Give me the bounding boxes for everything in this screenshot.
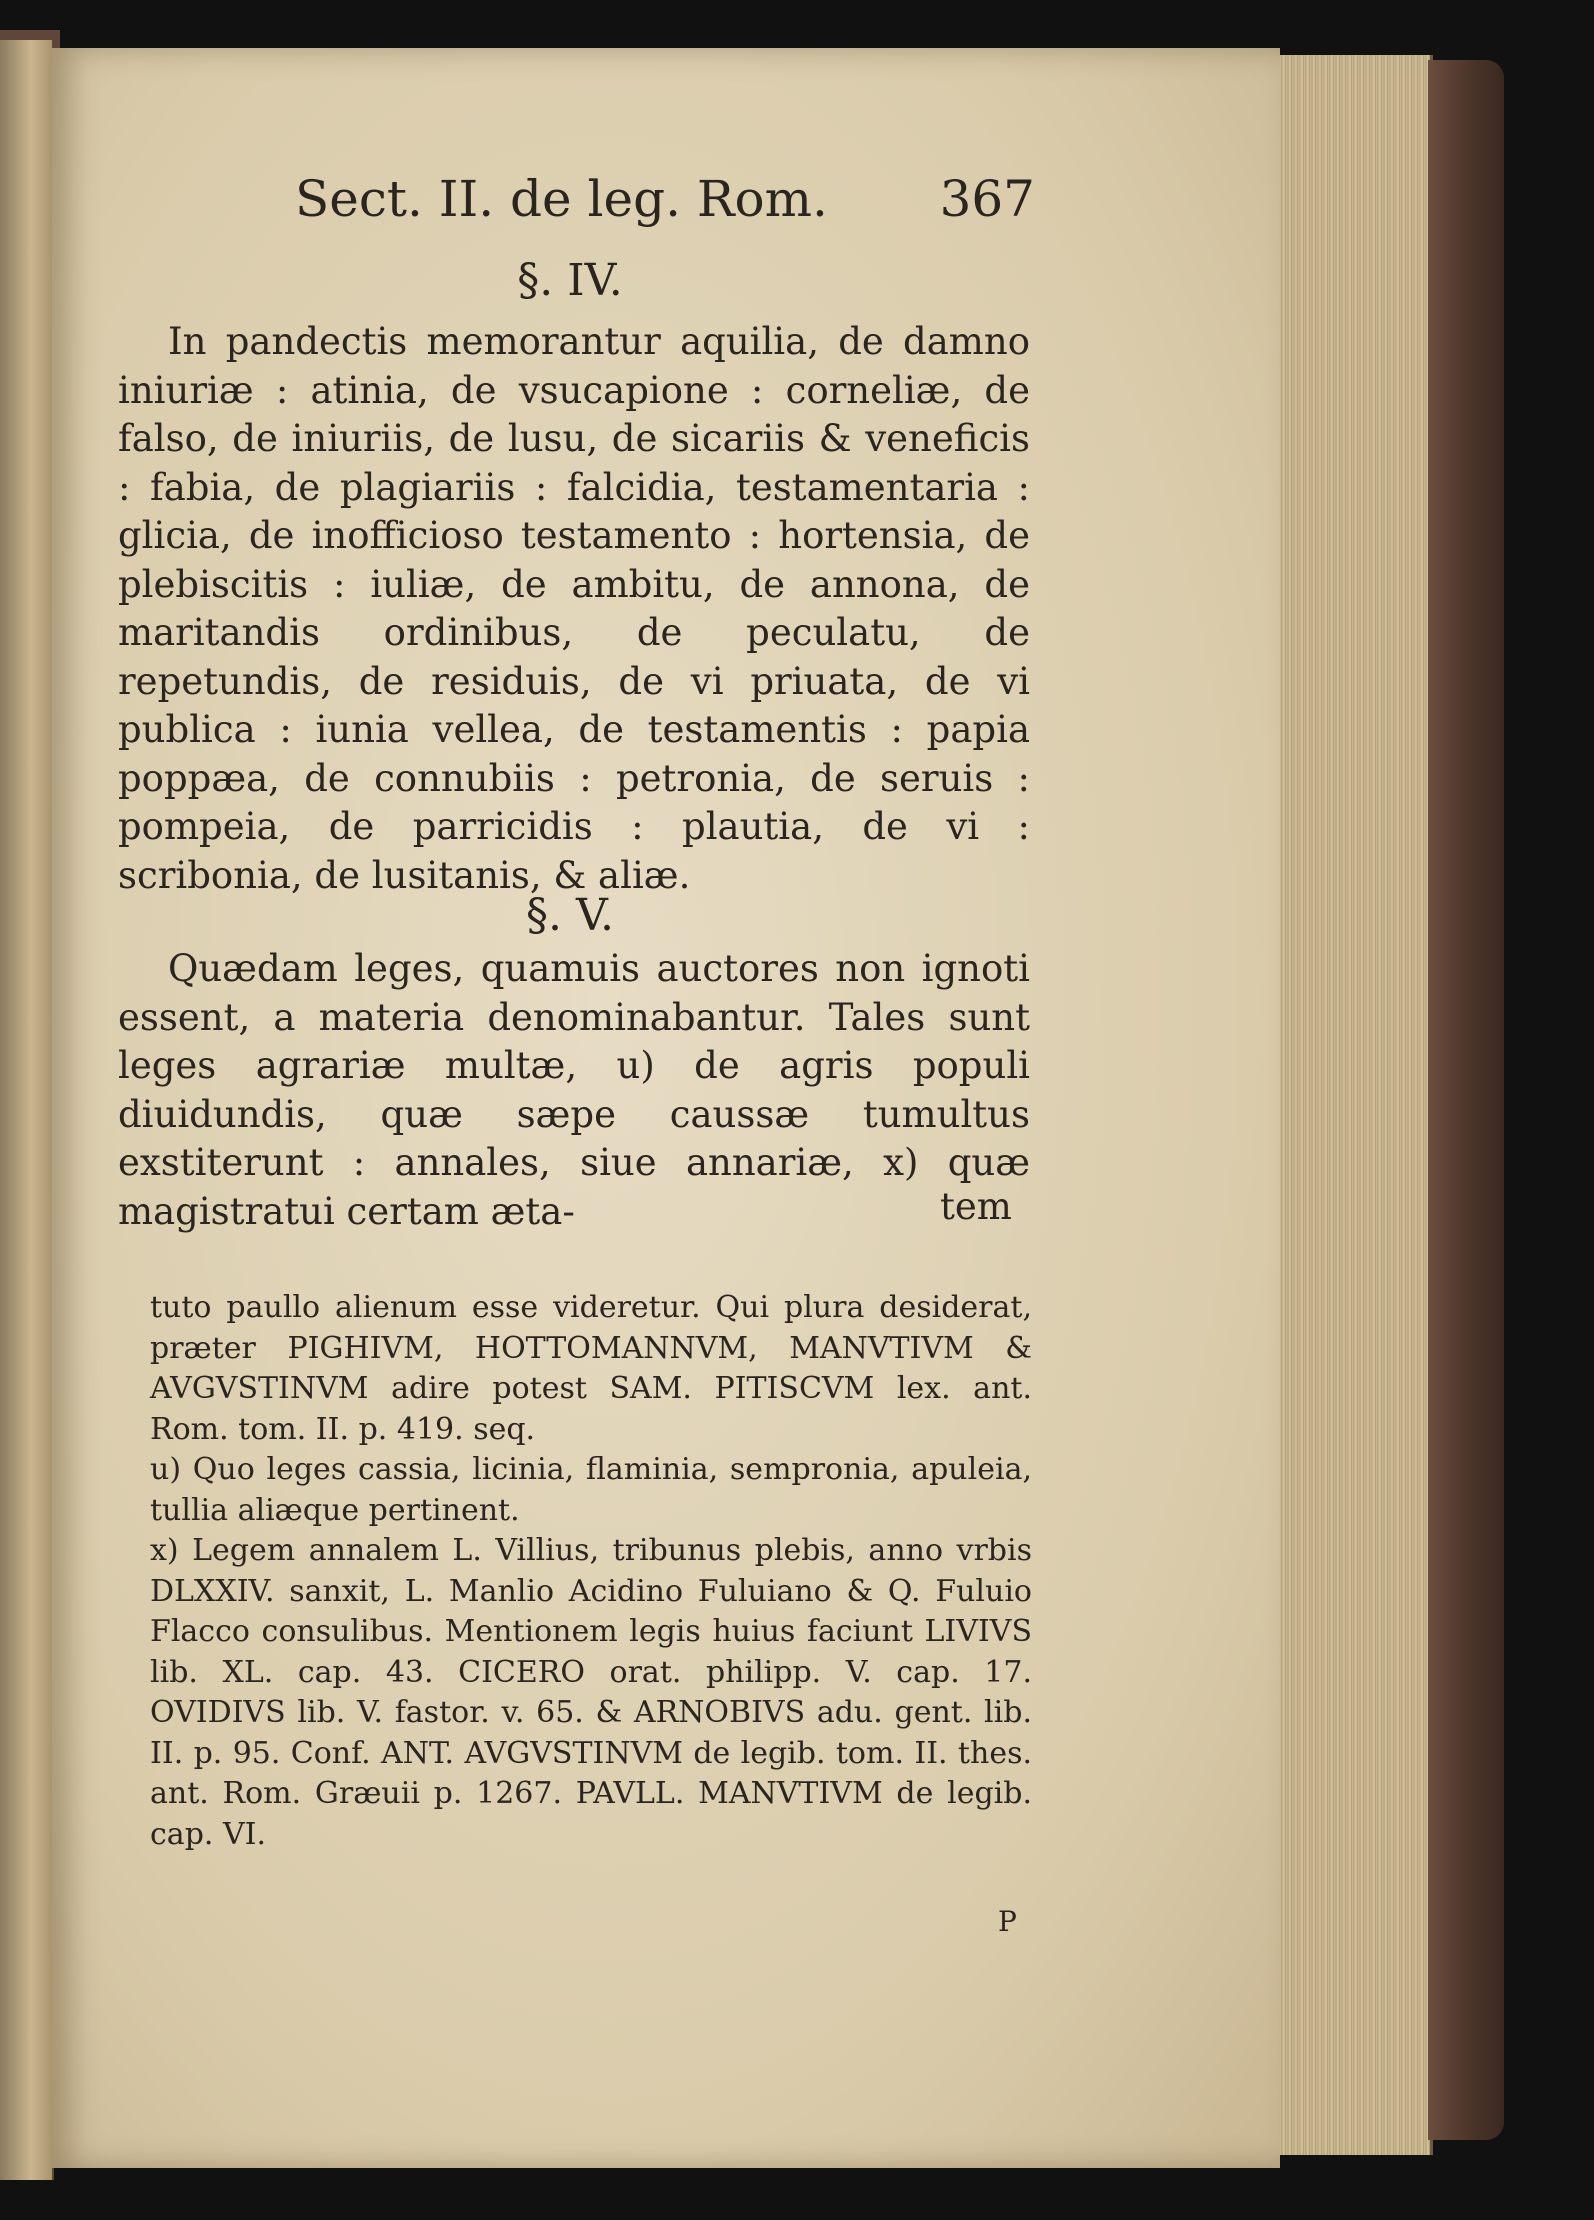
section-body-v	[118, 945, 1030, 1236]
footnote-u: u) Quo leges cassia, licinia, flaminia, sempronia, apuleia, tullia aliæque pertinent.	[150, 1452, 1032, 1528]
page-edges	[1280, 55, 1433, 2155]
catchword: tem	[940, 1185, 1012, 1228]
running-title: Sect. II. de leg. Rom.	[295, 170, 828, 228]
left-page-edge	[0, 40, 54, 2180]
footnotes	[150, 1288, 1032, 1855]
signature-mark: P	[998, 1905, 1017, 1938]
footnote-x: x) Legem annalem L. Villius, tribunus plebis, anno vrbis DLXXIV. sanxit, L. Manlio Acidino Fuluiano & Q. Fuluio Flacco consulibus. Mentionem legis huius faciunt LIVIVS lib. XL. cap. 43. CICERO orat. philipp. V. cap. 17. OVIDIVS lib. V. fastor. v. 65. & ARNOBIVS adu. gent. lib. II. p. 95. Conf. ANT. AVGVSTINVM de legib. tom. II. thes. ant. Rom. Græuii p. 1267. PAVLL. MANVTIVM de legib. cap. VI.	[150, 1533, 1032, 1852]
section-heading-v: §. V.	[525, 890, 615, 941]
page-number: 367	[939, 170, 1035, 228]
footnote-continuation: tuto paullo alienum esse videretur. Qui plura desiderat, præter PIGHIVM, HOTTOMANNVM, MANVTIVM & AVGVSTINVM adire potest SAM. PITISCVM lex. ant. Rom. tom. II. p. 419. seq.	[150, 1290, 1032, 1447]
paragraph-iv: In pandectis memorantur aquilia, de damno iniuriæ : atinia, de vsucapione : corneliæ, de falso, de iniuriis, de lusu, de sicariis & veneficis : fabia, de plagiariis : falcidia, testamentaria : glicia, de inofficioso testamento : hortensia, de plebiscitis : iuliæ, de ambitu, de annona, de maritandis ordinibus, de peculatu, de repetundis, de residuis, de vi priuata, de vi publica : iunia vellea, de testamentis : papia poppæa, de connubiis : petronia, de seruis : pompeia, de parricidis : plautia, de vi : scribonia, de lusitanis, & aliæ.	[118, 320, 1030, 897]
section-body-iv	[118, 318, 1030, 900]
book-cover	[1428, 60, 1504, 2140]
section-heading-iv: §. IV.	[517, 255, 623, 306]
running-header	[295, 170, 1035, 228]
paragraph-v: Quædam leges, quamuis auctores non ignoti essent, a materia denominabantur. Tales sunt leges agrariæ multæ, u) de agris populi diuidundis, quæ sæpe caussæ tumultus exstiterunt : annales, siue annariæ, x) quæ magistratui certam æta-	[118, 947, 1030, 1233]
